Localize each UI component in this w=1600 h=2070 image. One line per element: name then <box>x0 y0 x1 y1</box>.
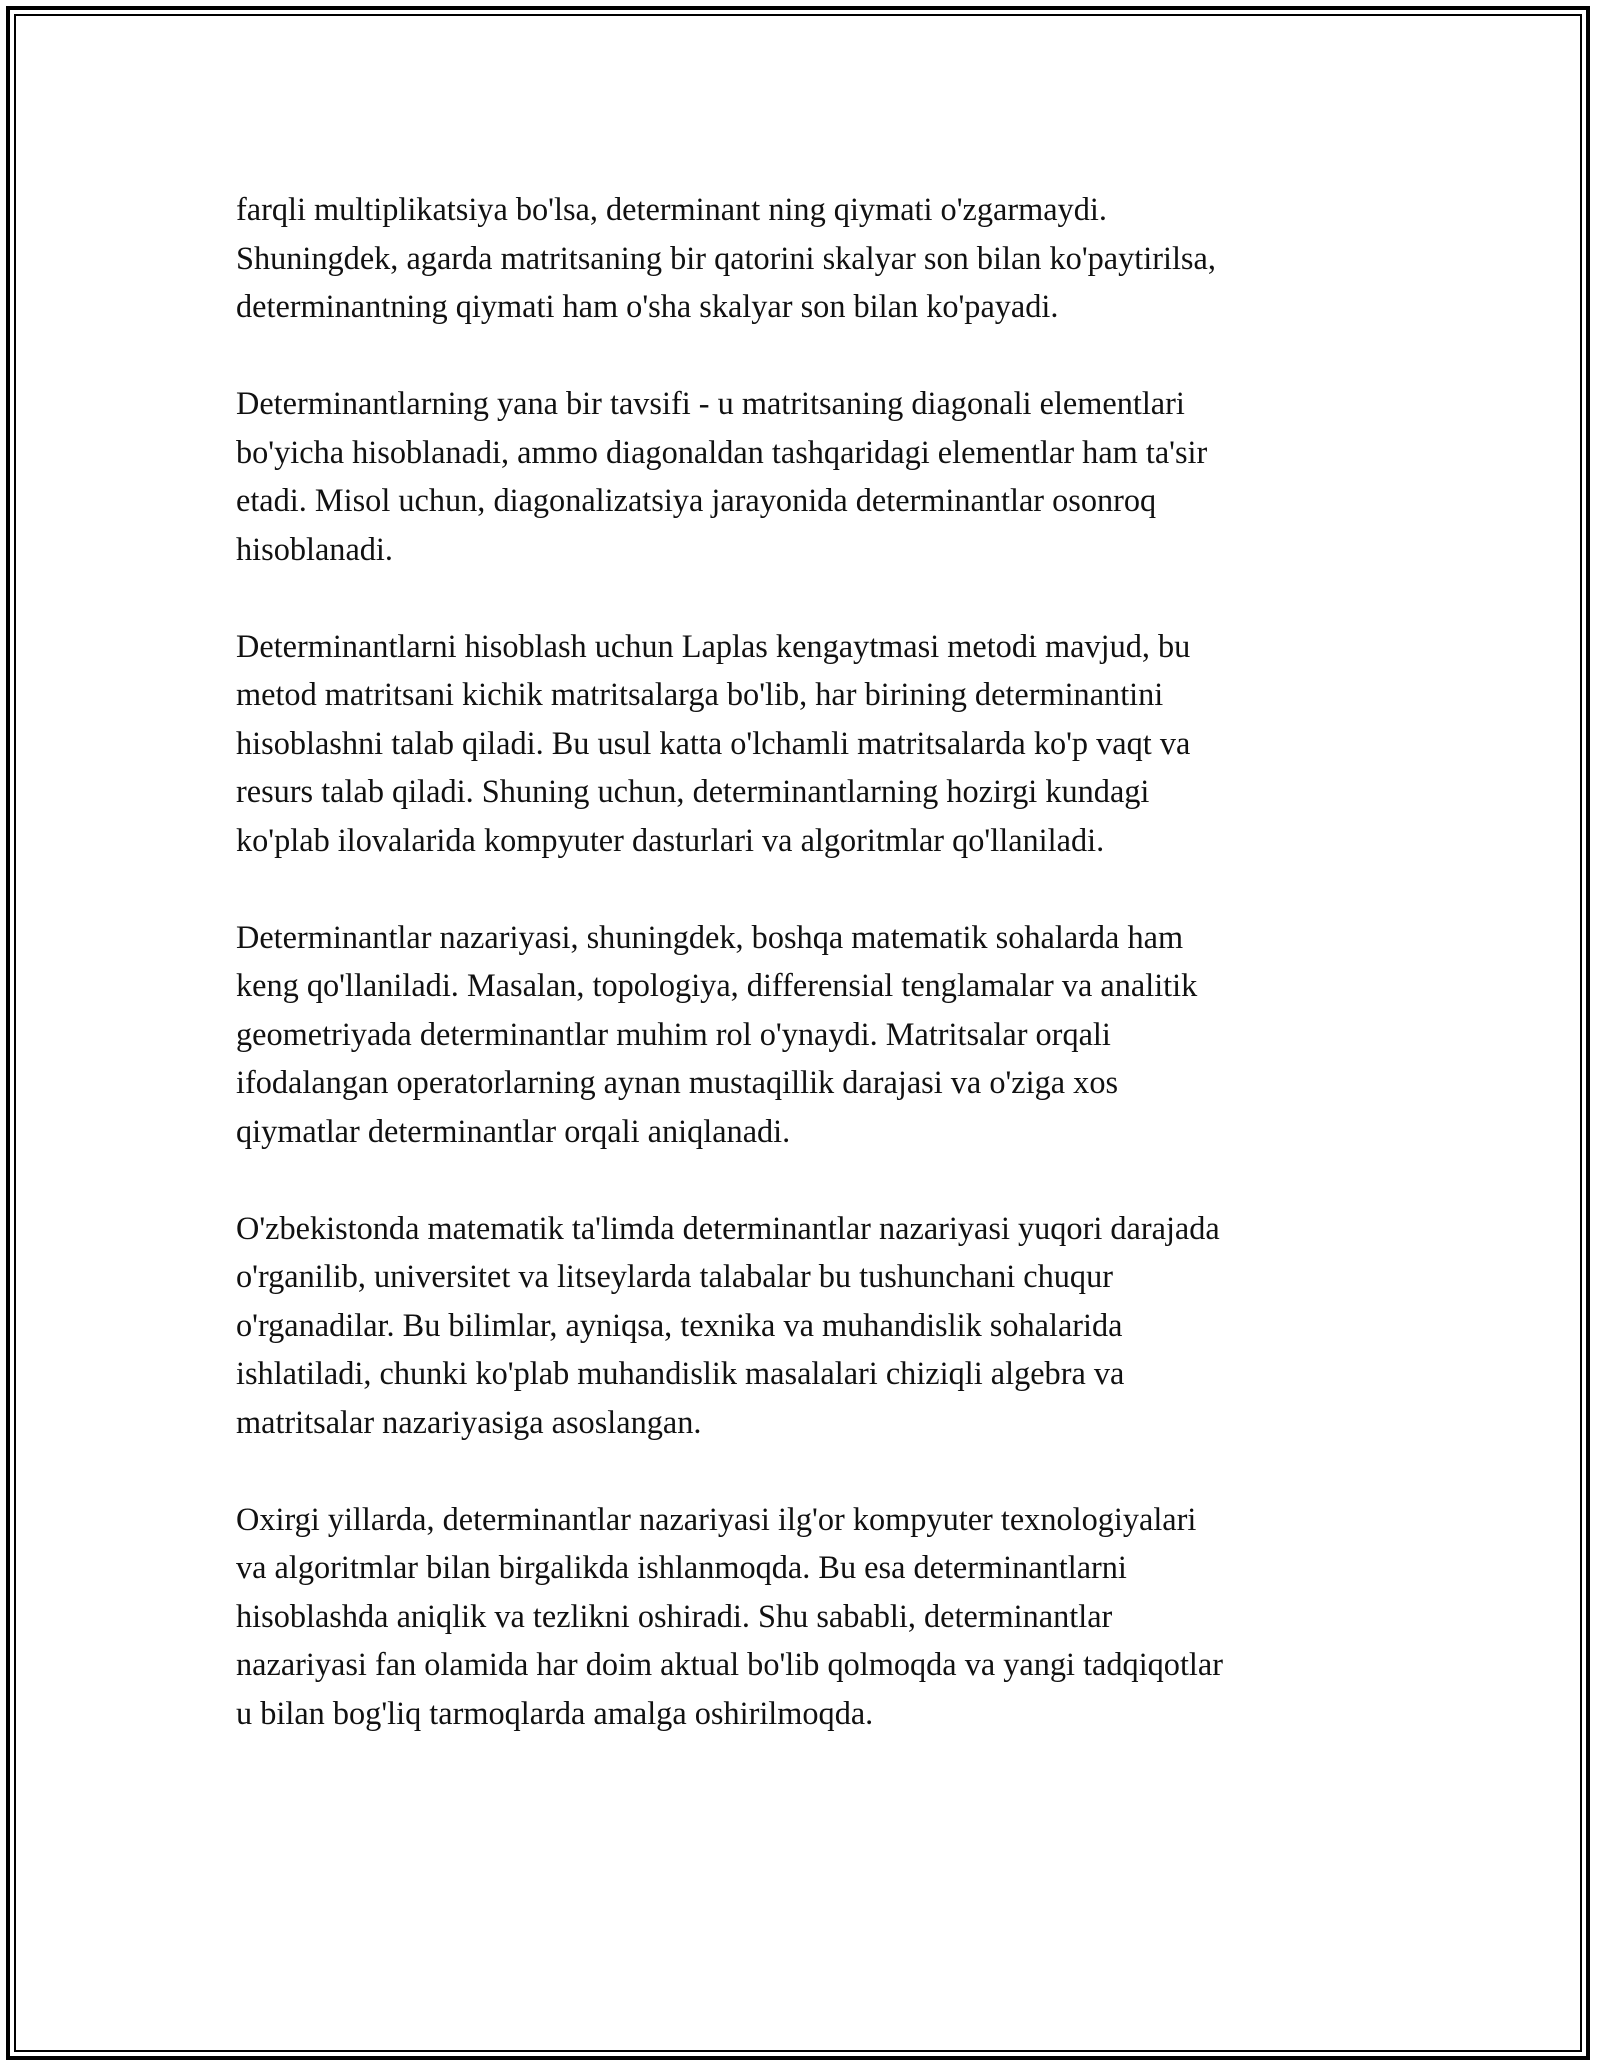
paragraph-4: Determinantlar nazariyasi, shuningdek, boshqa matematik sohalarda ham keng qo'llaniladi. Masalan, topologiya, differensial tenglamalar va analitik geometriyada determinantlar muhim rol o'ynaydi. Matritsalar orqali ifodalangan operatorlarning aynan mustaqillik darajasi va o'ziga xos qiymatlar determinantlar orqali aniqlanadi. <box>236 918 1198 1149</box>
paragraph-3: Determinantlarni hisoblash uchun Laplas kengaytmasi metodi mavjud, bu metod matritsani kichik matritsalarga bo'lib, har birining determinantini hisoblashni talab qiladi. Bu usul katta o'lchamli matritsalarda ko'p vaqt va resurs talab qiladi. Shuning uchun, determinantlarning hozirgi kundagi ko'plab ilovalarida kompyuter dasturlari va algoritmlar qo'llaniladi. <box>236 627 1191 858</box>
paragraph-5: O'zbekistonda matematik ta'limda determinantlar nazariyasi yuqori darajada o'rganilib, universitet va litseylarda talabalar bu tushunchani chuqur o'rganadilar. Bu bilimlar, ayniqsa, texnika va muhandislik sohalarida ishlatiladi, chunki ko'plab muhandislik masalalari chiziqli algebra va matritsalar nazariyasiga asoslangan. <box>236 1209 1220 1440</box>
paragraph-2: Determinantlarning yana bir tavsifi - u matritsaning diagonali elementlari bo'yicha hisoblanadi, ammo diagonaldan tashqaridagi elementlar ham ta'sir etadi. Misol uchun, diagonalizatsiya jarayonida determinantlar osonroq hisoblanadi. <box>236 385 1208 567</box>
paragraph-1: farqli multiplikatsiya bo'lsa, determinant ning qiymati o'zgarmaydi. Shuningdek, agarda matritsaning bir qatorini skalyar son bilan ko'paytirilsa, determinantning qiymati ham o'sha skalyar son bilan ko'payadi. <box>236 191 1216 324</box>
paragraph-6: Oxirgi yillarda, determinantlar nazariyasi ilg'or kompyuter texnologiyalari va algoritmlar bilan birgalikda ishlanmoqda. Bu esa determinantlarni hisoblashda aniqlik va tezlikni oshiradi. Shu sababli, determinantlar nazariyasi fan olamida har doim aktual bo'lib qolmoqda va yangi tadqiqotlar u bilan bog'liq tarmoqlarda amalga oshirilmoqda. <box>236 1500 1223 1731</box>
document-body <box>236 185 1376 1786</box>
